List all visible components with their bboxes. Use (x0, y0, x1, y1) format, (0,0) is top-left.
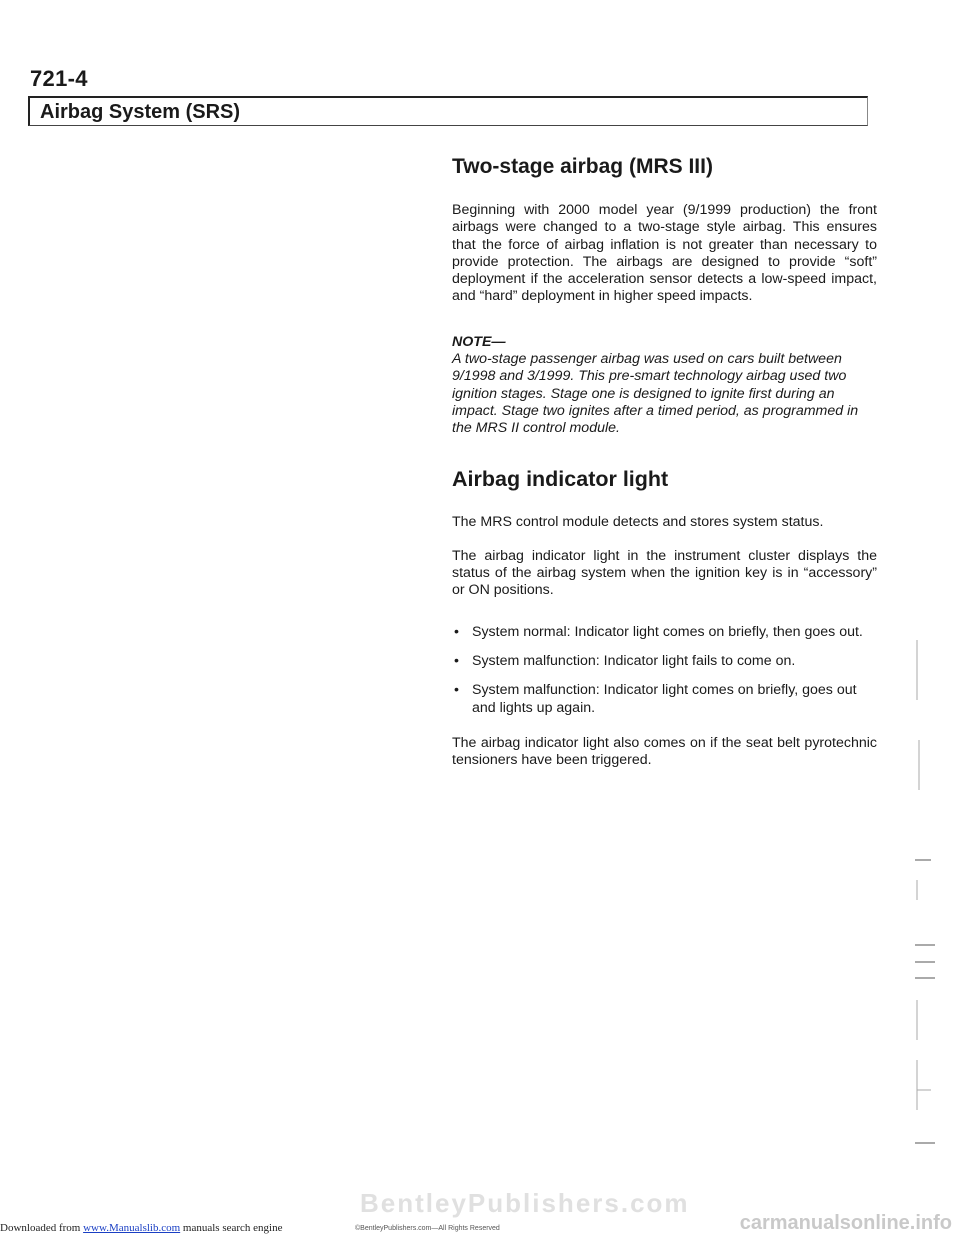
main-content (452, 154, 877, 787)
download-footer (0, 1222, 282, 1234)
watermark: BentleyPublishers.com (360, 1188, 690, 1218)
footer-suffix: manuals search engine (180, 1222, 283, 1234)
site-watermark: carmanualsonline.info (739, 1212, 952, 1234)
closing-paragraph: The airbag indicator light also comes on if the seat belt pyrotechnic tensioners have been triggered. (452, 734, 877, 769)
copyright-text: ©BentleyPublishers.com—All Rights Reserved (355, 1225, 500, 1232)
footer-prefix: Downloaded from (0, 1222, 84, 1234)
note-label: NOTE— (452, 333, 506, 350)
section-title: Airbag System (SRS) (40, 101, 241, 123)
indicator-paragraph-1: The MRS control module detects and stores system status. (452, 513, 824, 530)
manualslib-link[interactable]: www.Manualslib.com (83, 1222, 181, 1234)
indicator-heading: Airbag indicator light (452, 466, 669, 491)
page-number: 721-4 (30, 66, 88, 91)
note-text: A two-stage passenger airbag was used on cars built between 9/1998 and 3/1999. This pre-smart technology airbag used two ignition stages. Stage one is designed to ignite first during an impact. Stage two ignites after a timed period, as programmed in the MRS II control module. (452, 351, 859, 437)
list-item: • System malfunction: Indicator light comes on briefly, goes out and lights up again. (452, 682, 877, 717)
status-list (452, 624, 877, 717)
two-stage-paragraph: Beginning with 2000 model year (9/1999 production) the front airbags were changed to a two-stage style airbag. This ensures that the force of airbag inflation is not greater than necessary to provide protection. The airbags are designed to provide “soft” deployment if the acceleration sensor detects a low-speed impact, and “hard” deployment in higher speed impacts. (452, 202, 877, 305)
list-item: • System malfunction: Indicator light fails to come on. (452, 653, 877, 670)
scan-edge-marks (905, 0, 945, 1242)
list-item: • System normal: Indicator light comes on briefly, then goes out. (452, 624, 877, 641)
section-header-box (28, 96, 868, 126)
indicator-paragraph-2: The airbag indicator light in the instrument cluster displays the status of the airbag system when the ignition key is in “accessory” or ON positions. (452, 547, 877, 599)
two-stage-heading: Two-stage airbag (MRS III) (452, 155, 713, 178)
